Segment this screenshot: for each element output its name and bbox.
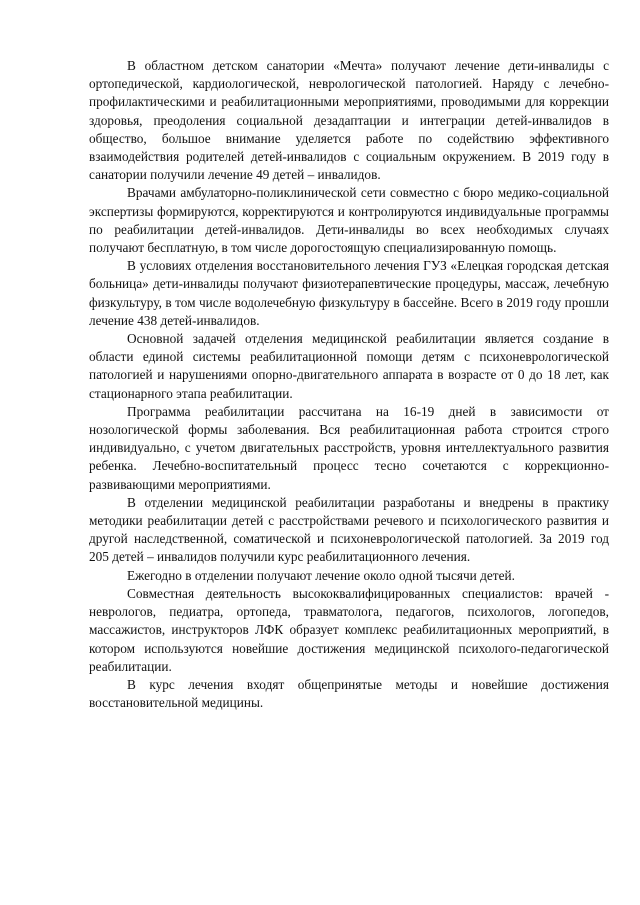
paragraph-specialists: Совместная деятельность высококвалифицированных специалистов: врачей - неврологов, педиатра, ортопеда, травматолога, педагогов, психологов, логопедов, массажистов, инструкторов ЛФК образует комплекс реабилитационных мероприятий, в котором используются новейшие достижения медицинской психолого-педагогической реабилитации.: [89, 585, 609, 674]
paragraph-main-task: Основной задачей отделения медицинской реабилитации является создание в области единой системы реабилитационной помощи детям с психоневрологической патологией и нарушениями опорно-двигательного аппарата в возрасте от 0 до 18 лет, как стационарного этапа реабилитации.: [89, 331, 609, 401]
paragraph-annual: Ежегодно в отделении получают лечение около одной тысячи детей.: [127, 567, 515, 583]
paragraph-outpatient: Врачами амбулаторно-поликлинической сети совместно с бюро медико-социальной экспертизы формируются, корректируются и контролируются индивидуальные программы по реабилитации детей-инвалидов. Дети-инвалиды во всех необходимых случаях получают бесплатную, в том числе дорогостоящую специализированную помощь.: [89, 185, 609, 256]
paragraph-treatment-course: В курс лечения входят общепринятые методы и новейшие достижения восстановительной медицины.: [89, 676, 609, 711]
paragraph-program: Программа реабилитации рассчитана на 16-19 дней в зависимости от нозологической формы заболевания. Вся реабилитационная работа строится строго индивидуально, с учетом двигательных расстройств, уровня интеллектуального развития ребенка. Лечебно-воспитательный процесс тесно сочетаются с коррекционно-развивающими мероприятиями.: [89, 403, 609, 492]
document-body: [89, 57, 609, 712]
paragraph-sanatorium: В областном детском санатории «Мечта» получают лечение дети-инвалиды с ортопедической, кардиологической, неврологической патологией. Наряду с лечебно-профилактическими и реабилитационными мероприятиями, проводимыми для коррекции здоровья, преодоления социальной дезадаптации и интеграции детей-инвалидов в общество, большое внимание уделяется работе по содействию эффективного взаимодействия родителей детей-инвалидов с социальным окружением. В 2019 году в санатории получили лечение 49 детей – инвалидов.: [89, 58, 609, 183]
paragraph-methods: В отделении медицинской реабилитации разработаны и внедрены в практику методики реабилитации детей с расстройствами речевого и психологического развития и другой наследственной, соматической и психоневрологической патологией. За 2019 год 205 детей – инвалидов получили курс реабилитационного лечения.: [89, 494, 609, 565]
paragraph-rehab-department: В условиях отделения восстановительного лечения ГУЗ «Елецкая городская детская больница» дети-инвалиды получают физиотерапевтические процедуры, массаж, лечебную физкультуру, в том числе водолечебную физкультуру в бассейне. Всего в 2019 году прошли лечение 438 детей-инвалидов.: [89, 258, 609, 328]
